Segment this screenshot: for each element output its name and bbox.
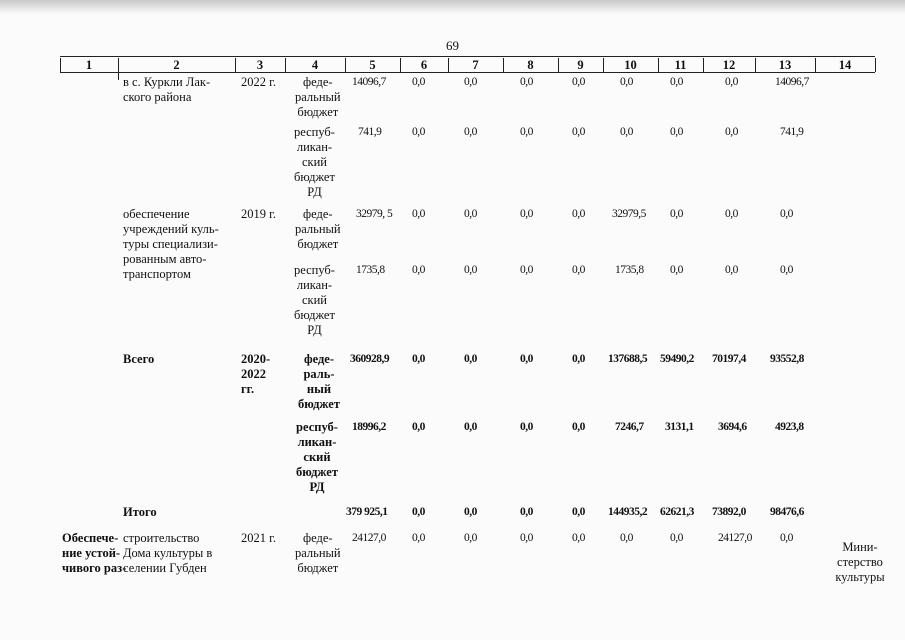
table-cell: 0,0 xyxy=(620,532,633,544)
col-divider xyxy=(703,58,704,72)
col-divider xyxy=(235,58,236,72)
table-cell: 4923,8 xyxy=(775,421,804,433)
section-title: Обеспече- ние устой- чивого раз- xyxy=(62,531,127,575)
table-cell: 0,0 xyxy=(520,353,533,365)
table-cell: 0,0 xyxy=(412,506,425,518)
table-cell: 0,0 xyxy=(572,532,585,544)
table-cell: 379 925,1 xyxy=(346,506,388,518)
table-cell: 0,0 xyxy=(520,264,533,276)
table-cell: 0,0 xyxy=(412,532,425,544)
table-cell: 0,0 xyxy=(572,506,585,518)
table-cell: 0,0 xyxy=(572,421,585,433)
col-divider xyxy=(285,58,286,72)
col-divider xyxy=(400,58,401,72)
table-cell: 0,0 xyxy=(412,126,425,138)
table-cell: 0,0 xyxy=(520,208,533,220)
col-divider xyxy=(815,58,816,72)
col-header: 13 xyxy=(778,58,792,72)
col-header: 8 xyxy=(527,58,534,72)
table-cell: 70197,4 xyxy=(712,353,746,365)
table-cell: 0,0 xyxy=(520,506,533,518)
scan-shadow xyxy=(0,0,905,14)
table-cell: 32979, 5 xyxy=(356,208,393,220)
table-cell: 59490,2 xyxy=(660,353,694,365)
col-divider xyxy=(875,58,876,72)
table-cell: 0,0 xyxy=(464,421,477,433)
col-header: 14 xyxy=(838,58,852,72)
table-cell: 1735,8 xyxy=(356,264,385,276)
table-cell: 0,0 xyxy=(464,76,477,88)
col-header: 1 xyxy=(85,58,93,72)
row-description: строительство Дома культуры в селении Губден xyxy=(123,531,213,575)
table-cell: 137688,5 xyxy=(608,353,648,365)
table-cell: 1735,8 xyxy=(615,264,644,276)
row-year: 2019 г. xyxy=(241,207,276,221)
row-year: 2022 г. xyxy=(241,75,276,89)
table-cell: 98476,6 xyxy=(770,506,804,518)
row-budget-type: феде- ральный бюджет xyxy=(295,531,341,575)
table-cell: 18996,2 xyxy=(352,421,386,433)
col-divider xyxy=(755,58,756,72)
table-cell: 0,0 xyxy=(670,76,683,88)
row-description: в с. Куркли Лак- ского района xyxy=(123,75,211,104)
table-cell: 0,0 xyxy=(620,126,633,138)
table-cell: 3694,6 xyxy=(718,421,747,433)
col-divider xyxy=(603,58,604,72)
table-cell: 0,0 xyxy=(725,126,738,138)
col-header: 7 xyxy=(472,58,479,72)
table-cell: 73892,0 xyxy=(712,506,746,518)
table-cell: 0,0 xyxy=(520,126,533,138)
table-cell: 0,0 xyxy=(464,126,477,138)
row-description: обеспечение учреждений куль- туры специализи- рованным авто- транспортом xyxy=(123,207,219,281)
table-cell: 0,0 xyxy=(464,506,477,518)
responsible-ministry: Мини- стерство культуры xyxy=(835,540,885,584)
col-divider xyxy=(503,58,504,72)
table-cell: 0,0 xyxy=(670,532,683,544)
col-header: 10 xyxy=(624,58,637,72)
grand-total-label: Итого xyxy=(123,505,157,519)
col-header: 11 xyxy=(674,58,687,72)
table-cell: 0,0 xyxy=(725,208,738,220)
col-divider xyxy=(345,58,346,72)
row-budget-type: респуб- ликан- ский бюджет РД xyxy=(296,420,338,494)
table-cell: 0,0 xyxy=(780,532,793,544)
table-cell: 0,0 xyxy=(464,208,477,220)
table-cell: 93552,8 xyxy=(770,353,804,365)
table-cell: 0,0 xyxy=(670,126,683,138)
row-budget-type: респуб- ликан- ский бюджет РД xyxy=(294,125,335,199)
col-divider xyxy=(118,72,119,80)
table-cell: 62621,3 xyxy=(660,506,694,518)
total-label: Всего xyxy=(123,352,155,366)
col-header: 4 xyxy=(311,58,319,72)
table-cell: 144935,2 xyxy=(608,506,648,518)
table-cell: 0,0 xyxy=(572,76,585,88)
table-cell: 32979,5 xyxy=(612,208,646,220)
table-cell: 0,0 xyxy=(725,264,738,276)
table-cell: 24127,0 xyxy=(352,532,386,544)
table-cell: 0,0 xyxy=(572,264,585,276)
col-header: 9 xyxy=(577,58,584,72)
table-cell: 0,0 xyxy=(412,264,425,276)
col-divider xyxy=(658,58,659,72)
table-cell: 0,0 xyxy=(780,264,793,276)
col-divider xyxy=(60,58,61,72)
table-cell: 3131,1 xyxy=(665,421,694,433)
table-cell: 0,0 xyxy=(572,353,585,365)
table-cell: 741,9 xyxy=(780,126,804,138)
table-cell: 741,9 xyxy=(358,126,382,138)
table-cell: 24127,0 xyxy=(718,532,752,544)
table-cell: 0,0 xyxy=(412,353,425,365)
page-number: 69 xyxy=(446,38,459,53)
table-cell: 0,0 xyxy=(520,421,533,433)
table-cell: 0,0 xyxy=(464,353,477,365)
table-cell: 0,0 xyxy=(670,264,683,276)
row-budget-type: респуб- ликан- ский бюджет РД xyxy=(294,263,335,337)
table-cell: 14096,7 xyxy=(352,76,386,88)
row-budget-type: феде- ральный бюджет xyxy=(295,207,341,251)
table-cell: 0,0 xyxy=(520,76,533,88)
col-header: 12 xyxy=(722,58,736,72)
table-cell: 0,0 xyxy=(572,208,585,220)
table-cell: 0,0 xyxy=(780,208,793,220)
table-cell: 7246,7 xyxy=(615,421,644,433)
col-divider xyxy=(558,58,559,72)
col-divider xyxy=(118,58,119,72)
row-year: 2020- 2022 гг. xyxy=(241,352,271,396)
table-cell: 360928,9 xyxy=(350,353,390,365)
table-cell: 0,0 xyxy=(464,532,477,544)
col-divider xyxy=(448,58,449,72)
col-header: 2 xyxy=(173,58,180,72)
header-top-rule xyxy=(60,56,875,57)
col-header: 3 xyxy=(256,58,264,72)
table-cell: 0,0 xyxy=(412,76,425,88)
row-budget-type: феде- раль- ный бюджет xyxy=(298,352,340,411)
table-cell: 0,0 xyxy=(520,532,533,544)
col-header: 6 xyxy=(420,58,428,72)
table-cell: 0,0 xyxy=(464,264,477,276)
table-cell: 0,0 xyxy=(620,76,633,88)
table-cell: 0,0 xyxy=(412,208,425,220)
table-cell: 14096,7 xyxy=(775,76,809,88)
row-year: 2021 г. xyxy=(241,531,276,545)
table-cell: 0,0 xyxy=(670,208,683,220)
table-cell: 0,0 xyxy=(412,421,425,433)
table-cell: 0,0 xyxy=(572,126,585,138)
table-cell: 0,0 xyxy=(725,76,738,88)
row-budget-type: феде- ральный бюджет xyxy=(295,75,341,119)
col-header: 5 xyxy=(369,58,376,72)
